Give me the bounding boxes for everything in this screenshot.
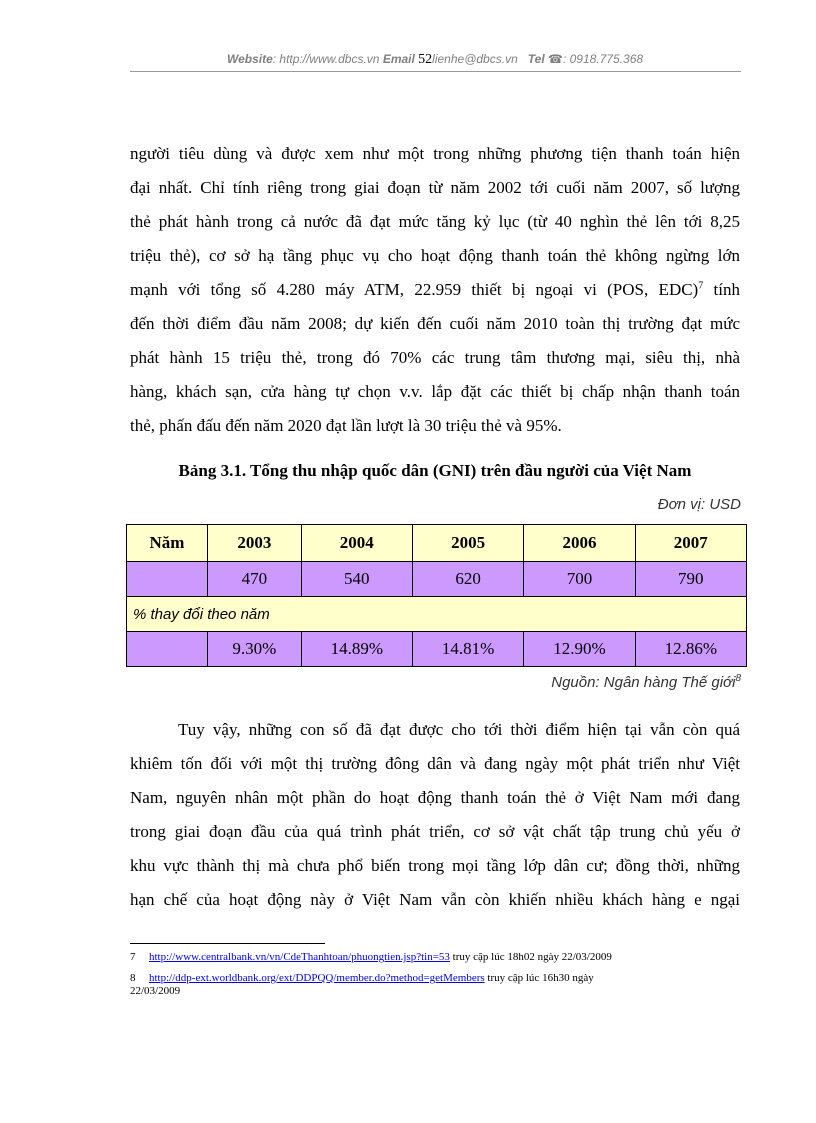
email-label: Email bbox=[382, 52, 415, 66]
table-header-row bbox=[127, 525, 747, 562]
table-cell: 12.86% bbox=[635, 632, 746, 667]
footnote-separator bbox=[130, 943, 325, 944]
header-cell: 2005 bbox=[412, 525, 523, 562]
text-line: Tuy vậy, những con số đã đạt được cho tới thời điểm hiện tại vẫn còn quá bbox=[178, 720, 740, 739]
table-source bbox=[400, 674, 741, 691]
text-line: khu vực thành thị mà chưa phổ biến trong mọi tầng lớp dân cư; đồng thời, những bbox=[130, 856, 740, 875]
tel-label: Tel bbox=[527, 52, 545, 66]
email-text: lienhe@dbcs.vn bbox=[432, 52, 518, 66]
table-title: Bảng 3.1. Tổng thu nhập quốc dân (GNI) trên đầu người của Việt Nam bbox=[178, 461, 692, 480]
table-cell: 12.90% bbox=[524, 632, 635, 667]
header-cell: 2007 bbox=[635, 525, 746, 562]
footnote-link[interactable]: http://ddp-ext.worldbank.org/ext/DDPQQ/member.do?method=getMembers bbox=[149, 972, 485, 984]
text-line: hạn chế của hoạt động này ở Việt Nam vẫn còn khiến nhiều khách hàng e ngại bbox=[130, 890, 740, 909]
table-cell: 620 bbox=[412, 562, 523, 597]
text-line: Nam, nguyên nhân một phần do hoạt động thanh toán thẻ ở Việt Nam mới đang bbox=[130, 788, 740, 807]
text-line-5-main: mạnh với tổng số 4.280 máy ATM, 22.959 thiết bị ngoại vi (POS, EDC) bbox=[130, 280, 699, 299]
page-number: 52 bbox=[418, 52, 433, 67]
footnote-ref-8[interactable]: 8 bbox=[735, 673, 741, 684]
gni-table bbox=[126, 524, 747, 667]
table-cell bbox=[127, 562, 208, 597]
footnote-text: truy cập lúc 18h02 ngày 22/03/2009 bbox=[449, 951, 612, 963]
website-label: Website bbox=[226, 52, 273, 66]
footnote-text: truy cập lúc 16h30 ngày bbox=[484, 972, 594, 984]
table-cell: 700 bbox=[524, 562, 635, 597]
text-line: hàng, khách sạn, cửa hàng tự chọn v.v. lắp đặt các thiết bị chấp nhận thanh toán bbox=[130, 382, 740, 401]
text-line: trong giai đoạn đầu của quá trình phát triển, cơ sở vật chất tập trung chủ yếu ở bbox=[130, 822, 740, 841]
text-line: thẻ, phấn đấu đến năm 2020 đạt lần lượt là 30 triệu thẻ và 95%. bbox=[130, 416, 562, 435]
table-unit: Đơn vị: USD bbox=[657, 496, 741, 513]
paragraph-2 bbox=[130, 713, 740, 917]
tel-text: ☎: 0918.775.368 bbox=[548, 52, 644, 66]
text-line: triệu thẻ), cơ sở hạ tầng phục vụ cho hoạt động thanh toán thẻ không ngừng lớn bbox=[130, 246, 740, 265]
table-row-change bbox=[127, 632, 747, 667]
table-cell: 9.30% bbox=[208, 632, 302, 667]
header-cell: Năm bbox=[127, 525, 208, 562]
footnote-link[interactable]: http://www.centralbank.vn/vn/CdeThanhtoan/phuongtien.jsp?tin=53 bbox=[149, 951, 450, 963]
text-line: thẻ phát hành trong cả nước đã đạt mức tăng kỷ lục (từ 40 nghìn thẻ lên tới 8,25 bbox=[130, 212, 740, 231]
paragraph-1 bbox=[130, 137, 740, 443]
footnote-number: 8 bbox=[130, 972, 136, 984]
footnote-text-cont: 22/03/2009 bbox=[130, 985, 181, 997]
footnote-7 bbox=[130, 951, 742, 964]
text-line-5-tail: tính bbox=[703, 280, 740, 299]
footnote-8 bbox=[130, 972, 742, 998]
text-line bbox=[130, 273, 740, 307]
text-line: người tiêu dùng và được xem như một trong những phương tiện thanh toán hiện bbox=[130, 144, 740, 163]
text-line: đại nhất. Chỉ tính riêng trong giai đoạn từ năm 2002 tới cuối năm 2007, số lượng bbox=[130, 178, 740, 197]
text-line: đến thời điểm đầu năm 2008; dự kiến đến cuối năm 2010 toàn thị trường đạt mức bbox=[130, 314, 740, 333]
header-rule bbox=[130, 71, 741, 72]
header-cell: 2006 bbox=[524, 525, 635, 562]
source-text: Nguồn: Ngân hàng Thế giới bbox=[551, 674, 736, 691]
page-header bbox=[130, 52, 740, 70]
footnote-ref-7[interactable]: 7 bbox=[698, 280, 704, 292]
table-row-change-label bbox=[127, 597, 747, 632]
table-cell: 14.89% bbox=[301, 632, 412, 667]
text-line: khiêm tốn đối với một thị trường đông dân và đang ngày một phát triển như Việt bbox=[130, 754, 740, 773]
header-cell: 2004 bbox=[301, 525, 412, 562]
website-text: : http://www.dbcs.vn bbox=[272, 52, 380, 66]
table-cell bbox=[127, 632, 208, 667]
change-label-cell: % thay đổi theo năm bbox=[127, 597, 747, 632]
table-cell: 790 bbox=[635, 562, 746, 597]
footnote-number: 7 bbox=[130, 951, 136, 963]
table-row-gni bbox=[127, 562, 747, 597]
table-cell: 540 bbox=[301, 562, 412, 597]
table-cell: 14.81% bbox=[412, 632, 523, 667]
header-cell: 2003 bbox=[208, 525, 302, 562]
table-cell: 470 bbox=[208, 562, 302, 597]
text-line: phát hành 15 triệu thẻ, trong đó 70% các trung tâm thương mại, siêu thị, nhà bbox=[130, 348, 740, 367]
